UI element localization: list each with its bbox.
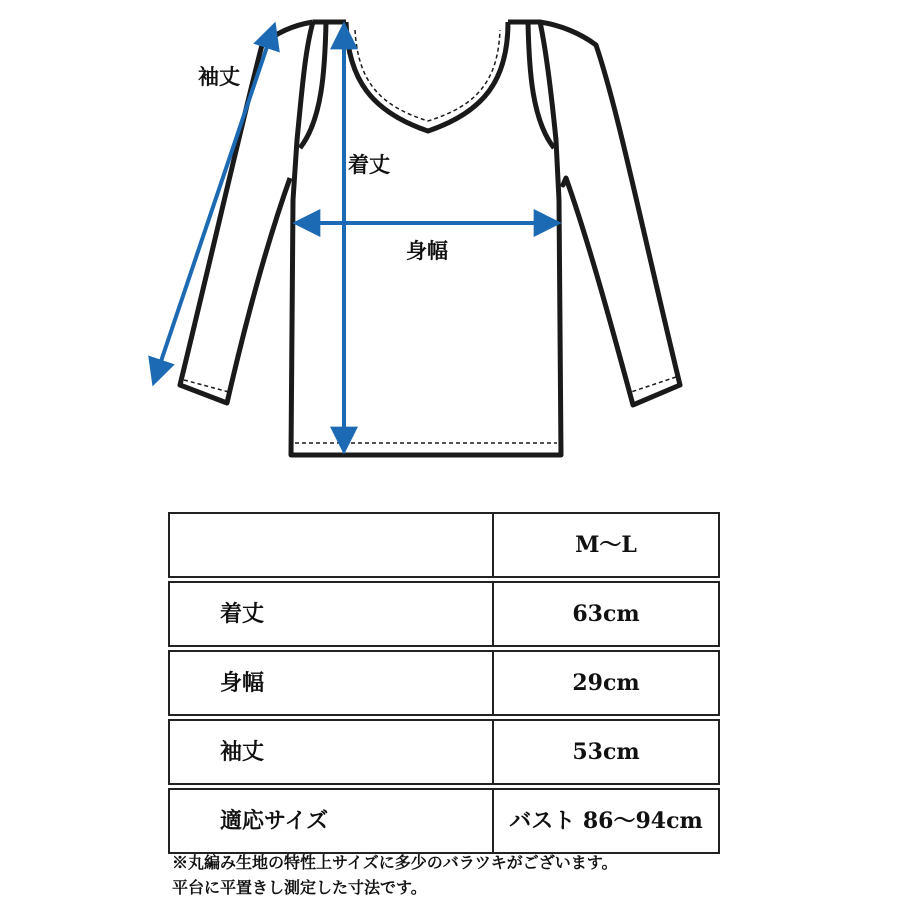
notes: [172, 850, 912, 900]
table-row: [169, 651, 719, 715]
body-length-label: 着丈: [348, 152, 390, 177]
note-line: ※丸編み生地の特性上サイズに多少のバラツキがございます。: [172, 853, 618, 872]
body-width-label: 身幅: [406, 238, 448, 263]
row-label: 適応サイズ: [169, 789, 493, 853]
table-row: [169, 789, 719, 853]
neckline-outer: [346, 22, 508, 131]
row-label: 着丈: [169, 582, 493, 646]
row-value: 63cm: [493, 582, 719, 646]
note-line: 平台に平置きし測定した寸法です。: [172, 878, 427, 897]
header-size-cell: M〜L: [493, 513, 719, 577]
row-value: 29cm: [493, 651, 719, 715]
row-value: バスト 86〜94cm: [493, 789, 719, 853]
table-row: [169, 720, 719, 784]
row-label: 袖丈: [169, 720, 493, 784]
row-value: 53cm: [493, 720, 719, 784]
sleeve-length-label: 袖丈: [198, 64, 240, 89]
table-header-row: [169, 513, 719, 577]
row-label: 身幅: [169, 651, 493, 715]
size-table: [168, 512, 720, 854]
neckline-stitch: [355, 30, 500, 121]
table-row: [169, 582, 719, 646]
header-label-cell: [169, 513, 493, 577]
